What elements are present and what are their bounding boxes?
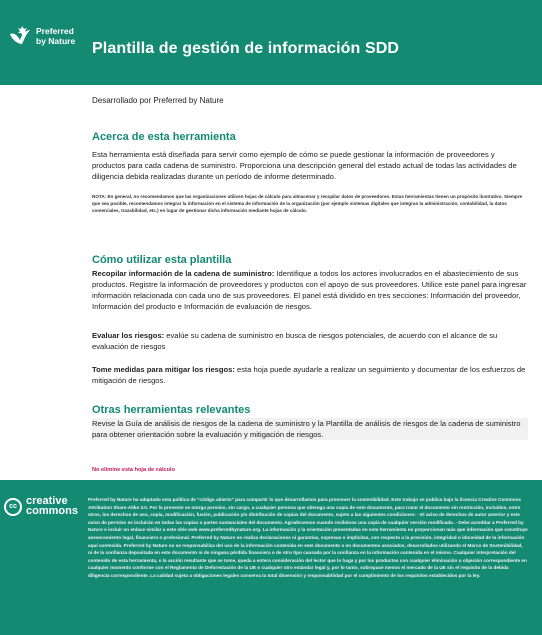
howto-section — [92, 254, 528, 266]
license-text: Preferred by Nature ha adaptado esta política de "código abierto" para compartir lo que desarrollamos para promover la sostenibilidad. Este trabajo se publica bajo la licencia Creative Commons Attribution Share-Alike 3.0. Por lo presente se otorga permiso, sin cargo, a cualquier persona que obtenga una copia de este documento, para tratar el documento sin restricción, incluidos, entre otros, los derechos de uso, copia, modificación, fusión, publicación y/o distribución de copias del documento, sujeto a las siguientes condiciones: - El aviso de derechos de autor anterior y este aviso de permiso se incluirán en todas las copias o partes sustanciales del documento. Agradecemos cuando recibimos una copia de cualquier versión modificada. - Debe acreditar a Preferred by Nature e incluir un enlace similar a este sitio web www.preferredbynature.org. La información y la orientación presentadas en esta herramienta no proporcionan más que información que constituye asesoramiento legal, financiero o profesional. Preferred by Nature no realiza declaraciones ni garantías, expresas o implícitas, con respecto a la precisión, integridad o idoneidad de la información aquí contenida. Preferred by Nature no se responsabiliza del uso de la información contenida en este documento o en documentos asociados, desarrollados utilizando el Marco de Sostenibilidad, ni de la confianza depositada en este documento ni de ninguna pérdida financiera o de otro tipo causada por la confianza en la información contenida en el mismo. Cualquier interpretación del contenido de esta herramienta, o la acción resultante que se tome, queda a entera consideración del lector que lo haga y por los productos con cualquier eliminación u objeción correspondiente en cualquier momento conforme con el Reglamento de Deforestación de la UE o cualquier otro estándar legal y, por lo tanto, sobrepase menos el mercado de la UE sin el requisito de la debida diligencia correspondiente. La calidad sujeta a obligaciones legales conserva la total dimensión y responsabilidad por el cumplimiento de los requisitos establecidos por la ley. — [88, 497, 528, 578]
about-body: Esta herramienta está diseñada para servir como ejemplo de cómo se puede gestionar la información de proveedores y productos para cada cadena de suministro. Proporciona una descripción general del estado actual de todas las actividades de diligencia debida realizadas durante un período de informe determinado. — [92, 150, 517, 181]
howto-step-mitigate-title: Tome medidas para mitigar los riesgos: — [92, 365, 235, 374]
page-header — [0, 0, 542, 85]
howto-step-evaluate — [92, 330, 528, 352]
howto-step-evaluate-text: evalúe su cadena de suministro en busca de riesgos potenciales, de acuerdo con el alcance de su evaluación de riesgos — [92, 331, 498, 351]
creative-commons-logo — [4, 496, 84, 526]
other-body: Revise la Guía de análisis de riesgos de la cadena de suministro y la Plantilla de análisis de riesgos de la cadena de suministro para obtener orientación sobre la evaluación y mitigación de riesgos. — [92, 419, 521, 439]
about-section — [92, 131, 528, 143]
preferred-by-nature-logo — [8, 22, 88, 62]
developed-by: Desarrollado por Preferred by Nature — [92, 96, 224, 105]
page-footer — [0, 480, 542, 635]
other-tools-box — [92, 418, 528, 440]
leaf-bird-icon — [8, 24, 32, 50]
about-note: NOTA: En general, no recomendamos que las organizaciones utilicen hojas de cálculo para almacenar y recopilar datos de proveedores. Estas herramientas tienen un propósito ilustrativo. Siempre que sea posible, recomendamos integrar la información en el sistema de información de la organización (por ejemplo sistemas digitales que integran la administración, contabilidad, la datos comerciales, trazabilidad, etc.) en lugar de gestionar dicha información mediante hojas de cálculo. — [92, 194, 523, 213]
howto-step-collect — [92, 268, 528, 312]
howto-heading: Cómo utilizar esta plantilla — [92, 254, 232, 266]
page-title: Plantilla de gestión de información SDD — [92, 40, 400, 57]
howto-step-collect-text: Identifique a todos los actores involucrados en el abastecimiento de sus productos. Registre la información de proveedores y productos con el apoyo de sus proveedores. Utilice este panel para ingresar información relacionada con cada uno de sus proveedores. El panel está dividido en tres secciones: Información del proveedor, Información del producto e Información de evaluación de riesgos. — [92, 269, 527, 311]
other-tools-section — [92, 404, 528, 416]
howto-step-mitigate — [92, 364, 528, 386]
howto-step-mitigate-text: esta hoja puede ayudarle a realizar un seguimiento y documentar de los esfuerzos de mitigación de riesgos. — [92, 365, 526, 385]
howto-step-collect-title: Recopilar información de la cadena de suministro: — [92, 269, 275, 278]
do-not-delete-note: No elimine esta hoja de cálculo — [92, 467, 175, 473]
cc-logo-text: creative commons — [26, 495, 78, 517]
other-heading: Otras herramientas relevantes — [92, 404, 251, 416]
logo-text: Preferred by Nature — [36, 26, 76, 46]
about-heading: Acerca de esta herramienta — [92, 131, 236, 143]
cc-icon: cc — [4, 498, 22, 516]
howto-step-evaluate-title: Evaluar los riesgos: — [92, 331, 165, 340]
